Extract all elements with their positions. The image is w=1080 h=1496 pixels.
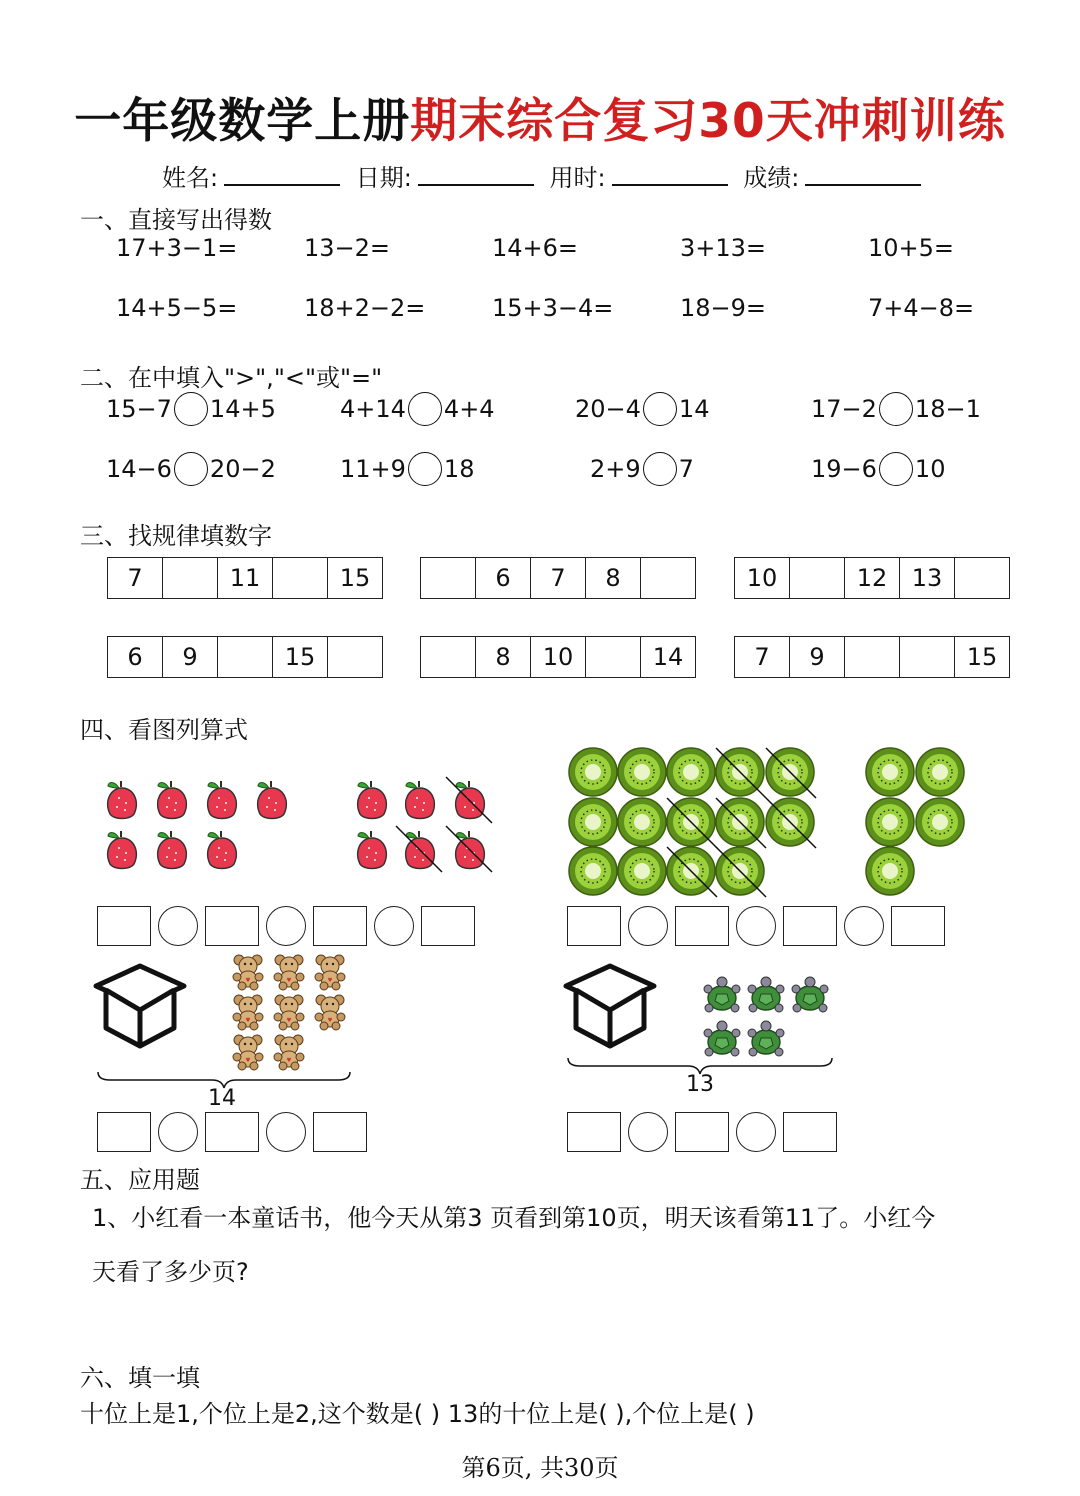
strawberry-icon	[108, 831, 137, 869]
operator-circle[interactable]	[374, 906, 414, 946]
strawberry-icon	[158, 831, 187, 869]
sequence-cell[interactable]: 7	[735, 637, 790, 677]
sequence-cell[interactable]: 8	[586, 558, 641, 598]
turtle-icon	[704, 1021, 740, 1056]
title-black: 一年级数学上册	[74, 94, 411, 149]
kiwi-group-side	[866, 748, 964, 895]
teddy-bear-icon	[233, 955, 263, 990]
fill-blank-line: 十位上是1,个位上是2,这个数是( ) 13的十位上是( ),个位上是( )	[80, 1400, 755, 1428]
operator-circle[interactable]	[158, 1112, 198, 1152]
kiwi-slice-icon	[916, 748, 964, 796]
operator-circle[interactable]	[628, 1112, 668, 1152]
calc-item: 17+3−1=	[116, 234, 238, 262]
strawberry-group-left	[108, 781, 287, 869]
sequence-cell[interactable]: 13	[900, 558, 955, 598]
strawberry-icon	[158, 781, 187, 819]
turtle-icon	[748, 1021, 784, 1056]
page-footer: 第6页, 共30页	[461, 1454, 619, 1482]
section-6-heading: 六、填一填	[80, 1364, 200, 1392]
name-label: 姓名:	[162, 164, 219, 192]
time-label: 用时:	[549, 164, 606, 192]
box-icon	[566, 966, 654, 1046]
teddy-bear-icon	[274, 995, 304, 1030]
strawberry-icon	[456, 781, 485, 819]
sequence-cell[interactable]: 15	[273, 637, 328, 677]
kiwi-slice-icon	[618, 798, 666, 846]
sequence-cell[interactable]: 9	[790, 637, 845, 677]
sequence-cell[interactable]: 10	[531, 637, 586, 677]
answer-row	[567, 1112, 837, 1152]
score-label: 成绩:	[743, 164, 800, 192]
box-icon	[96, 966, 184, 1046]
kiwi-slice-icon	[569, 847, 617, 895]
turtle-icon	[792, 977, 828, 1012]
calc-item: 13−2=	[304, 234, 391, 262]
calc-item: 14+5−5=	[116, 294, 238, 322]
sequence-cell[interactable]: 8	[476, 637, 531, 677]
sequence-cell[interactable]: 7	[531, 558, 586, 598]
teddy-bear-icon	[233, 995, 263, 1030]
compare-left: 19−6	[811, 455, 877, 483]
section-1-heading: 一、直接写出得数	[80, 206, 272, 234]
section-4-heading: 四、看图列算式	[80, 716, 248, 744]
answer-box[interactable]	[97, 1112, 151, 1152]
word-problem-line-2: 天看了多少页?	[92, 1258, 249, 1286]
compare-right: 4+4	[443, 395, 495, 423]
sequence-cell[interactable]: 6	[476, 558, 531, 598]
sequence-cell[interactable]: 12	[845, 558, 900, 598]
compare-right: 20−2	[209, 455, 276, 483]
answer-box[interactable]	[421, 906, 475, 946]
operator-circle[interactable]	[158, 906, 198, 946]
answer-box[interactable]	[675, 1112, 729, 1152]
answer-box[interactable]	[205, 906, 259, 946]
section-5-heading: 五、应用题	[80, 1166, 200, 1194]
calc-item: 10+5=	[868, 234, 955, 262]
teddy-bear-icon	[233, 1035, 263, 1070]
turtle-icon	[748, 977, 784, 1012]
operator-circle[interactable]	[266, 1112, 306, 1152]
compare-left: 17−2	[811, 395, 877, 423]
sequence-cell[interactable]: 7	[108, 558, 163, 598]
answer-box[interactable]	[891, 906, 945, 946]
operator-circle[interactable]	[266, 906, 306, 946]
calc-item: 3+13=	[680, 234, 767, 262]
kiwi-slice-icon	[569, 748, 617, 796]
answer-row	[567, 906, 945, 946]
kiwi-slice-icon	[618, 748, 666, 796]
answer-box[interactable]	[313, 1112, 367, 1152]
operator-circle[interactable]	[736, 1112, 776, 1152]
compare-right: 18−1	[914, 395, 981, 423]
section-3-heading: 三、找规律填数字	[80, 522, 272, 550]
compare-left: 15−7	[106, 395, 172, 423]
turtle-icon	[704, 977, 740, 1012]
word-problem-line-1: 1、小红看一本童话书，他今天从第3 页看到第10页，明天该看第11了。小红今	[92, 1204, 936, 1232]
kiwi-slice-icon	[618, 847, 666, 895]
compare-left: 4+14	[340, 395, 406, 423]
sequence-cell[interactable]: 14	[652, 643, 684, 671]
answer-box[interactable]	[783, 1112, 837, 1152]
operator-circle[interactable]	[628, 906, 668, 946]
section-2-heading: 二、在中填入">","<"或"="	[80, 364, 383, 392]
brace-total-right: 13	[686, 1072, 714, 1097]
compare-right: 7	[678, 455, 694, 483]
turtle-group	[704, 977, 828, 1056]
teddy-bear-icon	[315, 955, 345, 990]
answer-row	[97, 906, 475, 946]
sequence-cell[interactable]: 10	[735, 558, 790, 598]
kiwi-slice-icon	[866, 748, 914, 796]
operator-circle[interactable]	[844, 906, 884, 946]
answer-box[interactable]	[675, 906, 729, 946]
strawberry-icon	[108, 781, 137, 819]
kiwi-slice-icon	[916, 798, 964, 846]
strawberry-group-right	[358, 777, 492, 872]
sequence-cell[interactable]: 6	[108, 637, 163, 677]
answer-box[interactable]	[313, 906, 367, 946]
strawberry-icon	[358, 831, 387, 869]
sequence-cell[interactable]: 9	[163, 637, 218, 677]
teddy-bear-icon	[315, 995, 345, 1030]
compare-left: 14−6	[106, 455, 172, 483]
kiwi-slice-icon	[866, 798, 914, 846]
compare-right: 14	[678, 395, 710, 423]
calc-item: 15+3−4=	[492, 294, 614, 322]
strawberry-icon	[406, 781, 435, 819]
date-label: 日期:	[355, 164, 412, 192]
strawberry-icon	[358, 781, 387, 819]
operator-circle[interactable]	[736, 906, 776, 946]
answer-box[interactable]	[567, 1112, 621, 1152]
calc-item: 18−9=	[680, 294, 767, 322]
teddy-bear-icon	[274, 955, 304, 990]
kiwi-group-main	[569, 748, 816, 897]
calc-item: 14+6=	[492, 234, 579, 262]
title-red: 期末综合复习30天冲刺训练	[410, 94, 1006, 149]
sequence-cell[interactable]: 15	[966, 643, 998, 671]
strawberry-icon	[258, 781, 287, 819]
strawberry-icon	[208, 831, 237, 869]
kiwi-slice-icon	[667, 748, 715, 796]
brace-total-left: 14	[208, 1086, 236, 1111]
teddy-bear-group	[233, 955, 345, 1070]
compare-left: 2+9	[590, 455, 641, 483]
compare-right: 18	[443, 455, 475, 483]
strawberry-icon	[208, 781, 237, 819]
answer-box[interactable]	[97, 906, 151, 946]
sequence-cell[interactable]: 11	[218, 558, 273, 598]
answer-row	[97, 1112, 367, 1152]
teddy-bear-icon	[274, 1035, 304, 1070]
calc-item: 7+4−8=	[868, 294, 975, 322]
answer-box[interactable]	[567, 906, 621, 946]
compare-right: 10	[914, 455, 946, 483]
answer-box[interactable]	[205, 1112, 259, 1152]
kiwi-slice-icon	[866, 847, 914, 895]
compare-left: 11+9	[340, 455, 406, 483]
compare-right: 14+5	[209, 395, 276, 423]
sequence-cell[interactable]: 15	[339, 564, 371, 592]
kiwi-slice-icon	[569, 798, 617, 846]
calc-item: 18+2−2=	[304, 294, 426, 322]
answer-box[interactable]	[783, 906, 837, 946]
compare-left: 20−4	[575, 395, 641, 423]
